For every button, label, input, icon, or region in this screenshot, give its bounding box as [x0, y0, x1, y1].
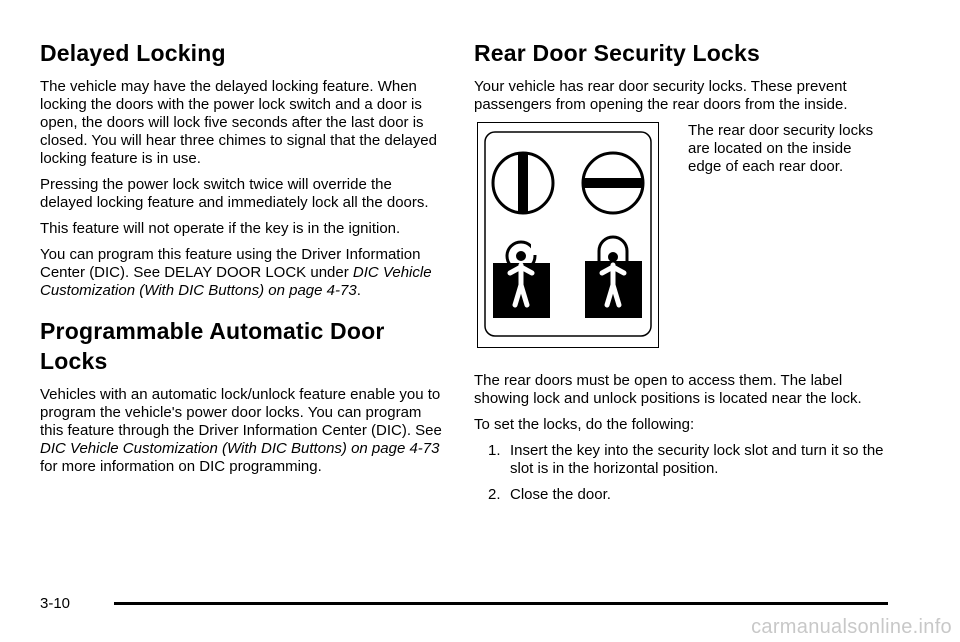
rear-door-intro: Your vehicle has rear door security locks. These prevent passengers from opening the rear doors from the inside.	[474, 78, 848, 113]
programmable-locks-heading	[40, 316, 448, 376]
delayed-locking-p4-end: .	[356, 282, 361, 299]
delayed-locking-p4-text: You can program this feature using the Driver Information Center (DIC). See DELAY DOOR LOCK under	[40, 246, 421, 281]
page-footer	[40, 596, 888, 612]
left-column	[40, 38, 448, 484]
lock-label-svg	[478, 123, 657, 346]
step-text: Insert the key into the security lock slot and turn it so the slot is in the horizontal position.	[510, 442, 884, 477]
watermark: carmanualsonline.info	[751, 616, 952, 638]
delayed-locking-paragraph-1: The vehicle may have the delayed locking feature. When locking the doors with the power lock switch and a door is open, the doors will lock five seconds after the last door is closed. You will hear three chimes to signal that the delayed locking feature is in use.	[40, 78, 437, 167]
figure-caption: The rear door security locks are located on the inside edge of each rear door.	[688, 122, 874, 175]
footer-rule	[114, 602, 888, 605]
list-item	[474, 486, 886, 504]
locked-slot-icon	[583, 153, 643, 213]
delayed-locking-paragraph-2: Pressing the power lock switch twice will override the delayed locking feature and immediately lock all the doors.	[40, 176, 429, 211]
child-locked-icon	[585, 237, 642, 318]
programmable-paragraph	[40, 386, 448, 476]
step-text: Close the door.	[510, 486, 611, 503]
list-item	[474, 442, 886, 478]
step-number: 1.	[488, 442, 501, 459]
rear-door-security-heading: Rear Door Security Locks	[474, 40, 761, 66]
programmable-heading-line2: Locks	[40, 348, 108, 374]
unlocked-slot-icon	[493, 153, 553, 213]
set-locks-steps	[474, 442, 886, 504]
delayed-locking-paragraph-3: This feature will not operate if the key is in the ignition.	[40, 220, 401, 237]
right-column	[474, 38, 886, 512]
rear-door-access-paragraph: The rear doors must be open to access them. The label showing lock and unlock positions is located near the lock.	[474, 372, 862, 407]
page-number: 3-10	[40, 595, 71, 612]
security-lock-figure	[474, 122, 886, 372]
delayed-locking-heading: Delayed Locking	[40, 40, 226, 66]
delayed-locking-paragraph-4	[40, 246, 448, 300]
child-unlocked-icon	[493, 239, 550, 318]
dic-customization-link-2[interactable]: DIC Vehicle Customization (With DIC Buttons) on page 4-73	[40, 440, 440, 457]
set-locks-intro: To set the locks, do the following:	[474, 416, 695, 433]
step-number: 2.	[488, 486, 501, 503]
programmable-p1-text: Vehicles with an automatic lock/unlock feature enable you to program the vehicle's power door locks. You can program this feature through the Driver Information Center (DIC). See	[40, 386, 442, 439]
programmable-heading-line1: Programmable Automatic Door	[40, 318, 385, 344]
security-lock-label-illustration	[477, 122, 659, 348]
dic-customization-link-1[interactable]: DIC Vehicle Customization (With DIC Buttons) on page 4-73	[40, 264, 432, 299]
programmable-p1-end: for more information on DIC programming.	[40, 458, 322, 475]
